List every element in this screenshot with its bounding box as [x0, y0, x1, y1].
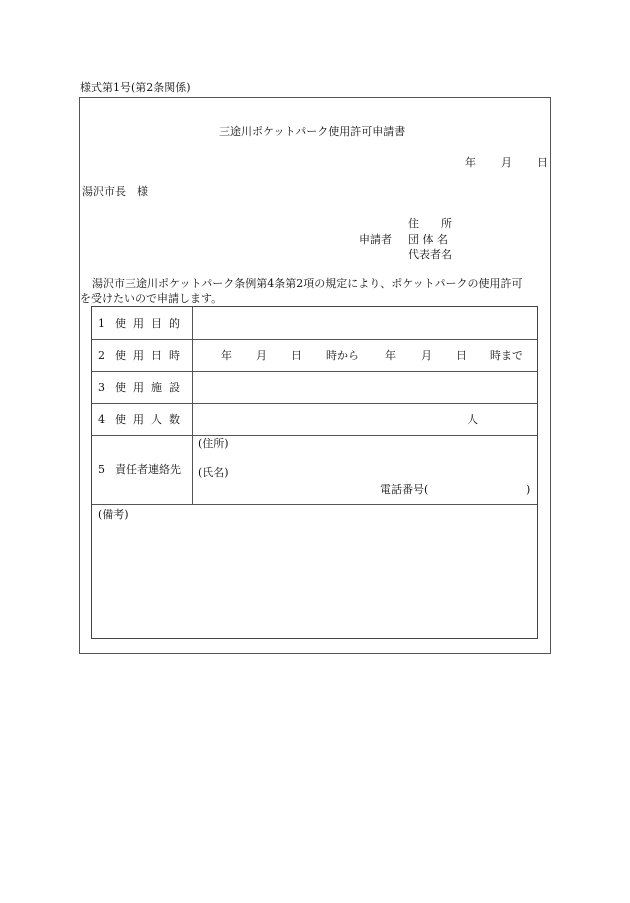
end-hour-label: 時まで: [490, 349, 523, 362]
applicant-representative-label: 代表者名: [408, 248, 452, 261]
row-facility-label: 使用施設: [115, 381, 187, 394]
remarks-field[interactable]: [96, 523, 534, 635]
row-contact-label: 責任者連絡先: [115, 463, 181, 476]
applicant-group-label: 団 体 名: [408, 233, 448, 246]
row-contact-number: 5: [98, 463, 105, 476]
form-number: 様式第1号(第2条関係): [80, 81, 191, 94]
row-people-number: 4: [98, 413, 105, 426]
start-year-label: 年: [221, 349, 232, 362]
row-datetime-label: 使用日時: [115, 349, 187, 362]
contact-phone-label: 電話番号(: [380, 483, 429, 496]
statement-line-2: を受けたいので申請します。: [80, 292, 223, 305]
date-year-label: 年: [465, 156, 476, 169]
end-day-label: 日: [456, 349, 467, 362]
purpose-field[interactable]: [196, 309, 534, 337]
contact-name-label: (氏名): [198, 466, 229, 479]
date-month-label: 月: [501, 156, 512, 169]
start-day-label: 日: [291, 349, 302, 362]
applicant-label: 申請者: [359, 233, 392, 246]
end-month-label: 月: [421, 349, 432, 362]
application-table: [91, 306, 538, 639]
date-day-label: 日: [537, 156, 548, 169]
row-facility-number: 3: [98, 381, 105, 394]
row-purpose-number: 1: [98, 317, 105, 330]
contact-phone-close: ): [526, 483, 531, 496]
start-hour-label: 時から: [326, 349, 359, 362]
statement-line-1: 湯沢市三途川ポケットパーク条例第4条第2項の規定により、ポケットパークの使用許可: [92, 277, 523, 290]
form-title: 三途川ポケットパーク使用許可申請書: [219, 125, 406, 138]
contact-address-label: (住所): [198, 437, 229, 450]
row-purpose-label: 使用目的: [115, 317, 187, 330]
facility-field[interactable]: [196, 373, 534, 401]
people-unit-label: 人: [467, 413, 478, 426]
addressee: 湯沢市長 様: [82, 185, 148, 198]
start-month-label: 月: [256, 349, 267, 362]
applicant-address-label: 住 所: [408, 217, 452, 230]
remarks-label: (備考): [98, 508, 129, 521]
row-datetime-number: 2: [98, 349, 105, 362]
row-people-label: 使用人数: [115, 413, 187, 426]
end-year-label: 年: [385, 349, 396, 362]
